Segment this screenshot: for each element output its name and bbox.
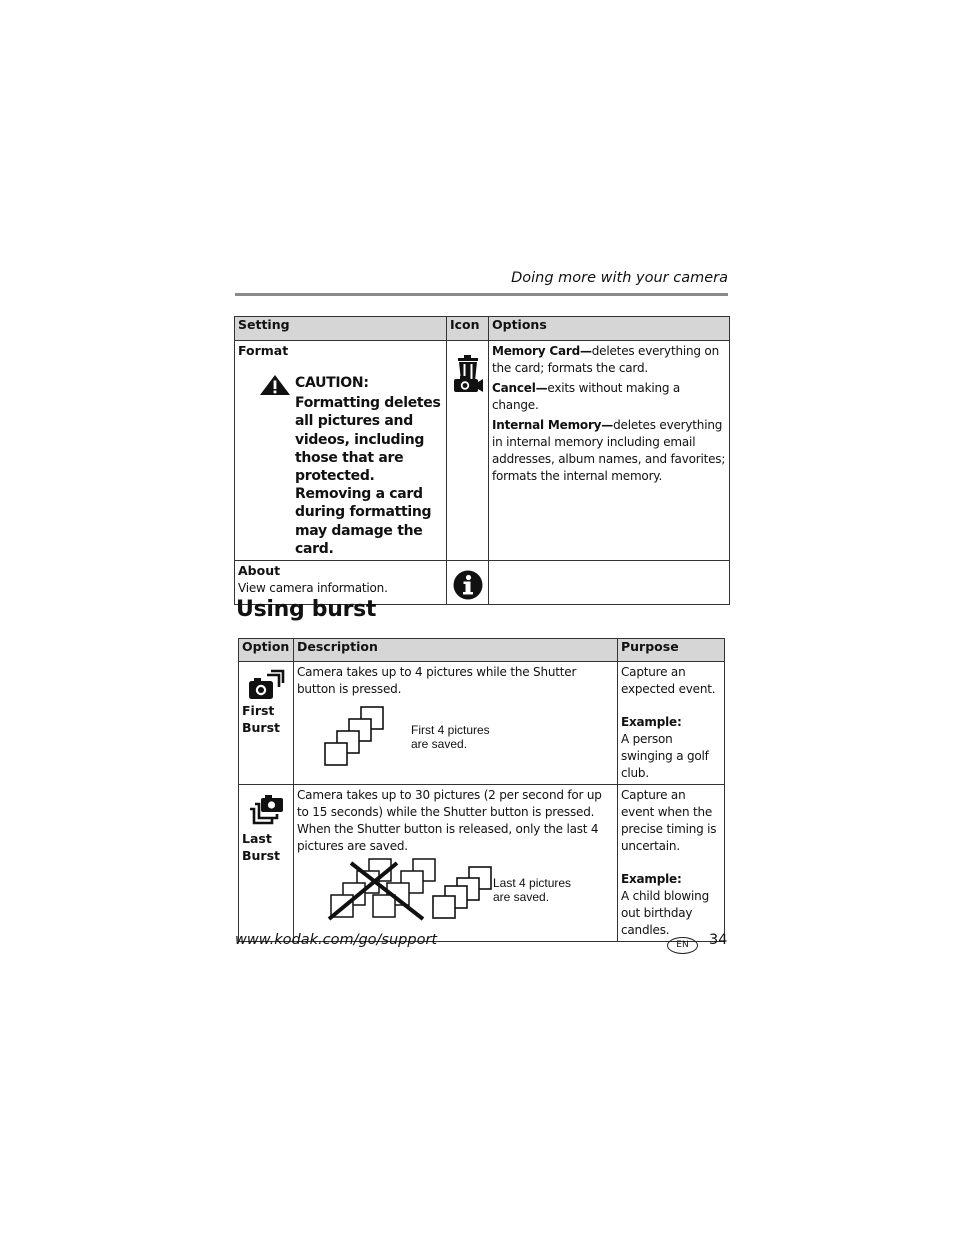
last-burst-icon [249,792,290,826]
last-burst-row [239,785,725,942]
first-burst-purpose: Capture an expected event. [621,665,716,696]
icon-header: Icon [447,317,489,341]
section-title: Using burst [236,597,377,622]
about-options [489,561,730,605]
option-memory-card: Memory Card—deletes everything on the card; formats the card. [492,344,719,375]
first-burst-diagram-label: First 4 pictures are saved. [411,723,490,751]
last-burst-example: A child blowing out birthday candles. [621,889,709,937]
about-description: View camera information. [238,581,388,596]
last-burst-description: Camera takes up to 30 pictures (2 per second for up to 15 seconds) while the Shutter button is pressed. When the Shutter button is released, only the last 4 pictures are saved. [297,788,602,853]
last-burst-diagram [297,855,614,921]
settings-header-row [235,317,730,341]
first-burst-diagram [297,698,614,764]
page-number: 34 [709,932,728,948]
caution-title: CAUTION: [295,375,369,391]
option-internal-memory: Internal Memory—deletes everything in internal memory including email addresses, album names, and favorites; formats the internal memory. [492,418,726,483]
caution-text: Formatting deletes all pictures and videos, including those that are protected. Removing a card during formatting may damage the card. [295,395,441,557]
last-burst-diagram-label: Last 4 pictures are saved. [493,876,572,904]
first-burst-row [239,662,725,785]
format-setting-name: Format [238,343,289,358]
settings-table [234,316,730,605]
first-burst-example-label: Example: [621,715,682,729]
first-burst-example: A person swinging a golf club. [621,732,709,780]
first-burst-description: Camera takes up to 4 pictures while the Shutter button is pressed. [297,665,577,696]
description-header: Description [294,639,618,662]
first-burst-frames [323,706,385,768]
setting-header: Setting [235,317,447,341]
last-burst-example-label: Example: [621,872,682,886]
options-header: Options [489,317,730,341]
info-icon [453,570,483,604]
discarded-frames [327,857,437,921]
last-burst-purpose: Capture an event when the precise timing is uncertain. [621,788,717,853]
caution-block [238,374,443,558]
purpose-header: Purpose [618,639,725,662]
warning-icon [238,374,293,558]
saved-frames [431,866,493,920]
trash-camera-icon [452,353,484,399]
about-setting-name: About [238,563,281,579]
burst-table [238,638,725,942]
burst-header-row [239,639,725,662]
header-rule [235,293,728,296]
option-cancel: Cancel—exits without making a change. [492,381,681,412]
language-badge: EN [667,937,698,954]
support-link[interactable]: www.kodak.com/go/support [235,932,438,948]
first-burst-icon [249,669,290,701]
format-row [235,341,730,561]
last-burst-label: Last Burst [242,831,281,863]
option-header: Option [239,639,294,662]
first-burst-label: First Burst [242,703,281,735]
running-head: Doing more with your camera [511,270,728,286]
